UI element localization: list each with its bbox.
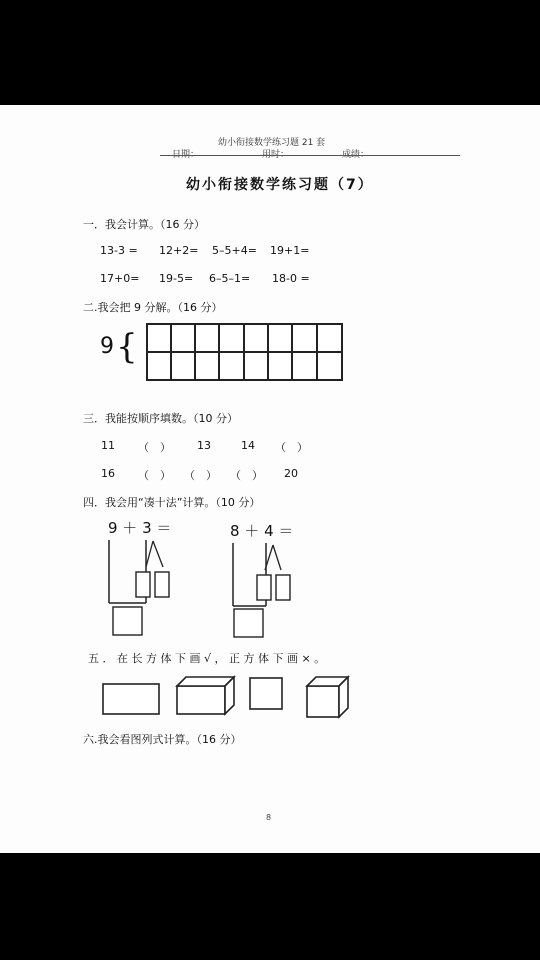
equation: 19+1= [270,244,310,257]
sequence-number: 16 [101,467,115,480]
header-rule [160,155,460,156]
equation: 12+2= [159,244,199,257]
brace: { [116,327,138,367]
equation: 17+0= [100,272,140,285]
score-label: 成绩： [342,150,370,160]
section2-heading: 二.我会把 9 分解。（16 分） [83,301,223,314]
make-ten-equation-2: 8 ＋ 4 ＝ [230,522,294,540]
section4-heading: 四．我会用“凑十法”计算。（10 分） [83,496,261,509]
make-ten-diagram [100,535,330,639]
date-label: 日期： [172,150,200,160]
make-ten-equation-1: 9 ＋ 3 ＝ [108,519,172,537]
worksheet-page [0,105,540,853]
equation: 6–5–1= [209,272,251,285]
sequence-number: 11 [101,439,115,452]
answer-blank: （ ） [184,469,217,482]
time-label: 用时： [262,150,290,160]
answer-blank: （ ） [230,469,263,482]
equation: 13-3 = [100,244,138,257]
section5-heading: 五 ． 在 长 方 体 下 画 √ ， 正 方 体 下 画 × 。 [88,652,326,665]
sequence-number: 20 [284,467,298,480]
answer-blank: （ ） [138,469,171,482]
sequence-number: 13 [197,439,211,452]
equation: 19-5= [159,272,194,285]
equation: 18-0 = [272,272,310,285]
cuboid-shape [177,677,234,714]
decomposition-grid [146,323,343,381]
square-shape [250,678,282,709]
section6-heading: 六.我会看图列式计算。（16 分） [83,733,242,746]
page-title: 幼小衔接数学练习题（7） [186,177,374,193]
number-nine: 9 [100,334,114,359]
solid-shapes [100,673,352,721]
answer-blank: （ ） [275,441,308,454]
page-number: 8 [266,813,272,822]
rectangle-shape [103,684,159,714]
doc-title: 幼小衔接数学练习题 21 套 [218,138,326,148]
section1-heading: 一．我会计算。（16 分） [83,218,205,231]
sequence-number: 14 [241,439,255,452]
section3-heading: 三．我能按顺序填数。（10 分） [83,412,238,425]
answer-blank: （ ） [138,441,171,454]
equation: 5–5+4= [212,244,257,257]
cube-shape [307,677,348,717]
